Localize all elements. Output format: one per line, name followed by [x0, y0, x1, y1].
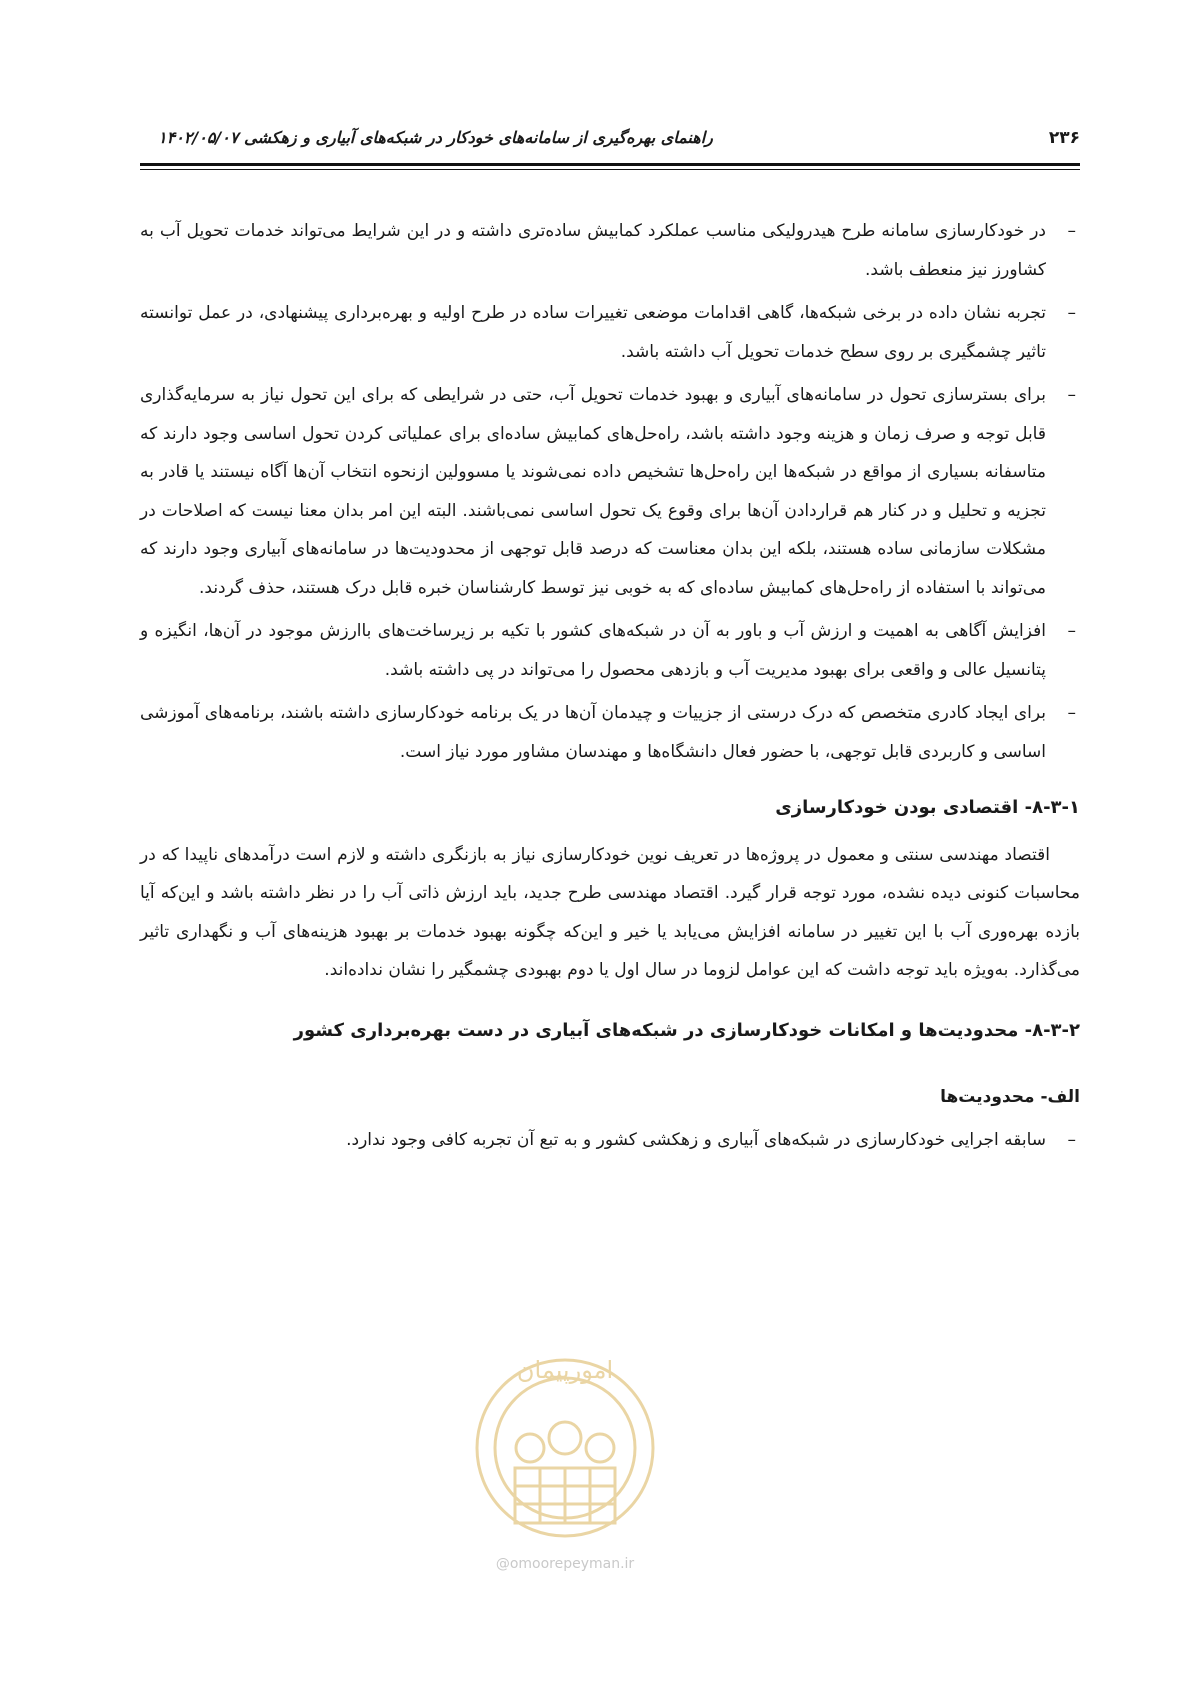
bullet-dash: –: [1067, 221, 1076, 241]
list-item: [140, 1121, 1080, 1160]
watermark-logo-text: امورپیمان: [516, 1356, 614, 1384]
list-item-text: برای بسترسازی تحول در سامانه‌های آبیاری و بهبود خدمات تحویل آب، حتی در شرایطی که برای این تحول نیاز به سرمایه‌گذاری قابل توجه و صرف زمان و هزینه وجود داشته باشد، راه‌حل‌های کمابیش ساده‌ای برای عملیاتی کردن تحول اساسی وجود دارند که متاسفانه بسیاری از مواقع در شبکه‌ها این راه‌حل‌ها تشخیص داده نمی‌شوند یا مسوولین ازنحوه انتخاب آن‌ها آگاه نیستند یا قادر به تجزیه و تحلیل و در کنار هم قراردادن آن‌ها برای وقوع یک تحول اساسی نمی‌باشند. البته این امر بدان معنا نیست که اصلاحات در مشکلات سازمانی ساده هستند، بلکه این بدان معناست که درصد قابل توجهی از محدودیت‌ها در سامانه‌های آبیاری وجود دارند که می‌تواند با استفاده از راه‌حل‌های کمابیش ساده‌ای که به خوبی نیز توسط کارشناسان خبره قابل درک هستند، حذف گردند.: [140, 385, 1046, 598]
bullet-dash: –: [1067, 1129, 1076, 1150]
list-item: [140, 694, 1080, 771]
list-item-text: برای ایجاد کادری متخصص که درک درستی از جزییات و چیدمان آن‌ها در یک برنامه خودکارسازی داشته باشند، برنامه‌های آموزشی اساسی و کاربردی قابل توجهی، با حضور فعال دانشگاه‌ها و مهندسان مشاور مورد نیاز است.: [140, 703, 1046, 762]
list-item-text: سابقه اجرایی خودکارسازی در شبکه‌های آبیاری و زهکشی کشور و به تبع آن تجربه کافی وجود ندارد.: [346, 1129, 1046, 1150]
header-rule-thin: [140, 169, 1080, 170]
list-item: [140, 612, 1080, 689]
running-title: [140, 128, 713, 147]
watermark-logo: [470, 1338, 660, 1553]
page-number: ۲۳۶: [1048, 128, 1080, 148]
list-item: [140, 294, 1080, 371]
header-rule-thick: [140, 163, 1080, 166]
bullet-dash: –: [1067, 385, 1076, 405]
bullet-dash: –: [1067, 621, 1076, 641]
list-item-text: افزایش آگاهی به اهمیت و ارزش آب و باور به آن در شبکه‌های کشور با تکیه بر زیرساخت‌های باارزش موجود در آن‌ها، انگیزه و پتانسیل عالی و واقعی برای بهبود مدیریت آب و بازدهی محصول را می‌تواند در پی داشته باشد.: [140, 621, 1046, 680]
page-content: [140, 212, 1080, 1164]
running-title-text: راهنمای بهره‌گیری از سامانه‌های خودکار در شبکه‌های آبیاری و زهکشی: [244, 128, 713, 147]
bullet-list-limitations: [140, 1121, 1080, 1160]
bullet-dash: –: [1067, 303, 1076, 323]
header-date: ۱۴۰۲/۰۵/۰۷: [158, 128, 239, 147]
sub-heading-limitations: الف- محدودیت‌ها: [940, 1087, 1080, 1107]
section-heading-economics: ۸-۳-۱- اقتصادی بودن خودکارسازی: [775, 797, 1080, 818]
page-header: [140, 126, 1080, 156]
bullet-list-top: [140, 212, 1080, 771]
list-item-text: تجربه نشان داده در برخی شبکه‌ها، گاهی اقدامات موضعی تغییرات ساده در طرح اولیه و بهره‌برداری پیشنهادی، در عمل توانسته تاثیر چشمگیری بر روی سطح خدمات تحویل آب داشته باشد.: [140, 303, 1046, 362]
bullet-dash: –: [1067, 703, 1076, 723]
list-item: [140, 212, 1080, 289]
watermark-handle: @omoorepeyman.ir: [495, 1556, 635, 1572]
list-item: [140, 376, 1080, 607]
list-item-text: در خودکارسازی سامانه طرح هیدرولیکی مناسب عملکرد کمابیش ساده‌تری داشته و در این شرایط می‌تواند خدمات تحویل آب به کشاورز نیز منعطف باشد.: [140, 221, 1046, 280]
section-paragraph-economics: اقتصاد مهندسی سنتی و معمول در پروژه‌ها در تعریف نوین خودکارسازی نیاز به بازنگری داشته و لازم است درآمدهای ناپیدا که در محاسبات کنونی دیده نشده، مورد توجه قرار گیرد. اقتصاد مهندسی طرح جدید، باید ارزش ذاتی آب را در نظر داشته باشد و این‌که آیا بازده بهره‌وری آب با این تغییر در سامانه افزایش می‌یابد یا خیر و این‌که چگونه بهبود خدمات بر بهبود هزینه‌های آب و نگهداری تاثیر می‌گذارد. به‌ویژه باید توجه داشت که این عوامل لزوما در سال اول یا دوم بهبودی چشمگیر را نشان نداده‌اند.: [140, 844, 1080, 980]
section-heading-limitations: ۸-۳-۲- محدودیت‌ها و امکانات خودکارسازی در شبکه‌های آبیاری در دست بهره‌برداری کشور: [293, 1019, 1080, 1041]
